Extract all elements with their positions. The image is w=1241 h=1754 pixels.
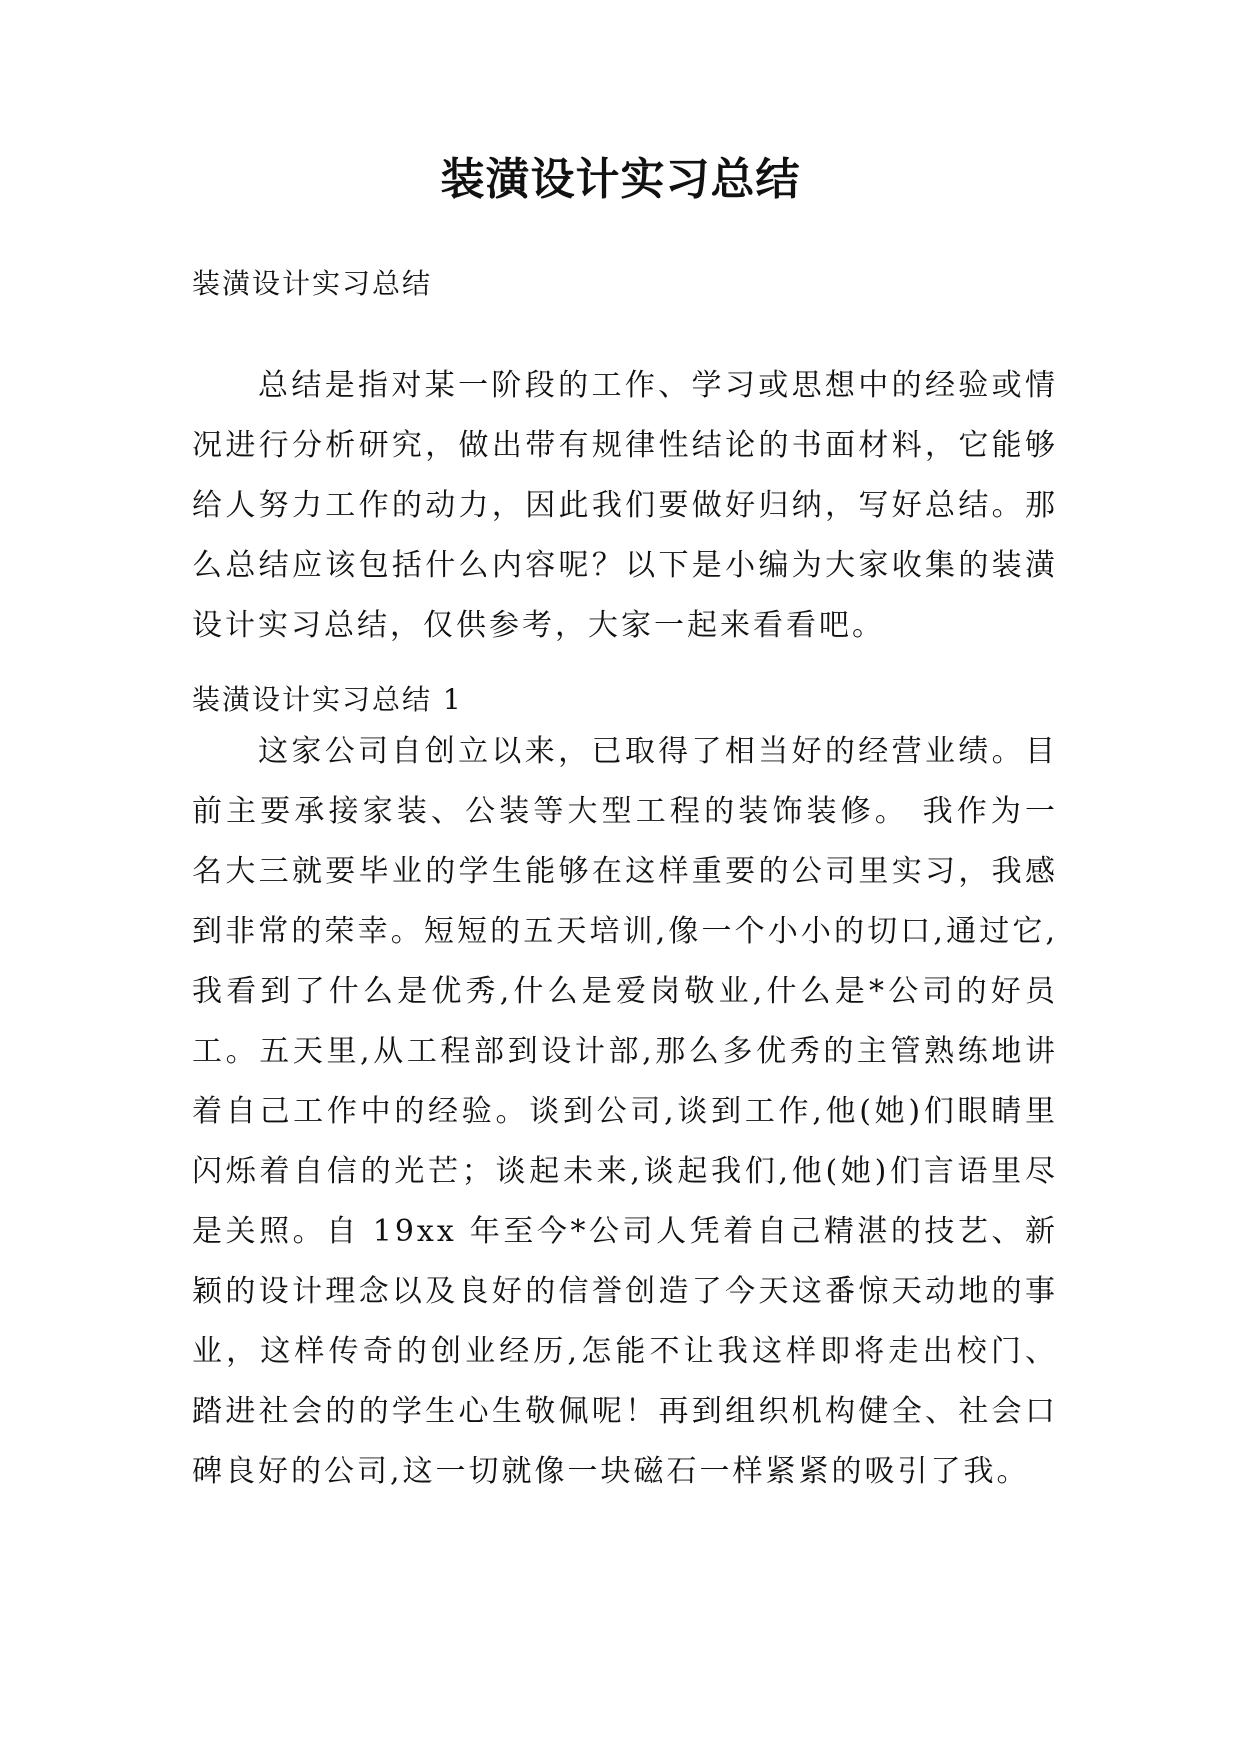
section-1-paragraph: 这家公司自创立以来，已取得了相当好的经营业绩。目前主要承接家装、公装等大型工程的装饰装修。 我作为一名大三就要毕业的学生能够在这样重要的公司里实习，我感到非常的荣幸。短短的五天培训,像一个小小的切口,通过它,我看到了什么是优秀,什么是爱岗敬业,什么是*公司的好员工。五天里,从工程部到设计部,那么多优秀的主管熟练地讲着自己工作中的经验。谈到公司,谈到工作,他(她)们眼睛里闪烁着自信的光芒；谈起未来,谈起我们,他(她)们言语里尽是关照。自 19xx 年至今*公司人凭着自己精湛的技艺、新颖的设计理念以及良好的信誉创造了今天这番惊天动地的事业，这样传奇的创业经历,怎能不让我这样即将走出校门、踏进社会的的学生心生敬佩呢！再到组织机构健全、社会口碑良好的公司,这一切就像一块磁石一样紧紧的吸引了我。 bbox=[192, 734, 1058, 1489]
document-title: 装潢设计实习总结 bbox=[440, 154, 801, 205]
section-1-heading: 装潢设计实习总结 1 bbox=[192, 683, 463, 716]
document-subtitle: 装潢设计实习总结 bbox=[192, 267, 433, 300]
intro-paragraph: 总结是指对某一阶段的工作、学习或思想中的经验或情况进行分析研究，做出带有规律性结论的书面材料，它能够给人努力工作的动力，因此我们要做好归纳，写好总结。那么总结应该包括什么内容呢？以下是小编为大家收集的装潢设计实习总结，仅供参考，大家一起来看看吧。 bbox=[192, 368, 1058, 643]
